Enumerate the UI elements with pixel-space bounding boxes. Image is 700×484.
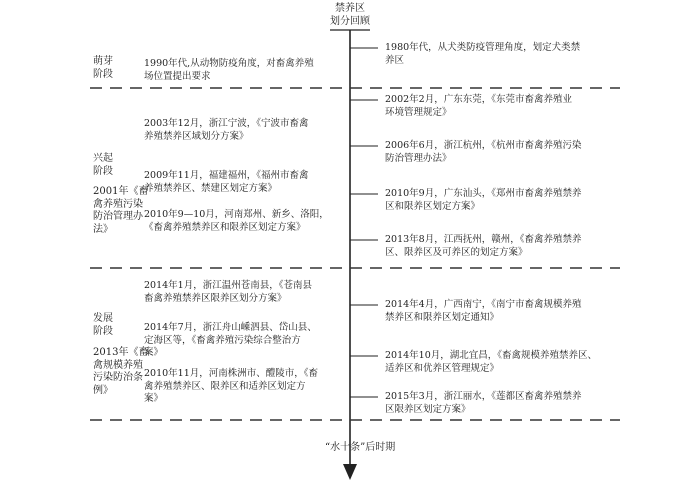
diagram-title: 禁养区 划分回顾 <box>330 3 370 27</box>
left-event: 2009年11月，福建福州，《福州市畜禽 养殖禁养区、禁建区划定方案》 <box>144 170 309 194</box>
right-event: 1980年代，从犬类防疫管理角度，划定犬类禁 养区 <box>385 42 581 66</box>
right-event: 2006年6月，浙江杭州，《杭州市畜禽养殖污染 防治管理办法》 <box>385 140 582 164</box>
post-water-ten-label: “水十条”后时期 <box>325 442 396 453</box>
left-event: 1990年代,从动物防疫角度，对畜禽养殖 场位置提出要求 <box>144 58 314 82</box>
left-event: 2010年9—10月，河南郑州、新乡、洛阳， 《畜禽养殖禁养区和限养区划定方案》 <box>144 209 329 233</box>
phase-law-rise: 2001年《畜 禽养殖污染 防治管理办 法》 <box>93 186 149 235</box>
phase-label-development: 发展 阶段 <box>93 313 113 337</box>
right-event: 2002年2月，广东东莞，《东莞市畜禽养殖业 环境管理规定》 <box>385 94 572 118</box>
phase-label-rise: 兴起 阶段 <box>93 153 113 177</box>
phase-label-germination: 萌芽 阶段 <box>93 56 113 80</box>
left-event: 2014年7月，浙江舟山嵊泗县、岱山县、 定海区等，《畜禽养殖污染综合整治方 案》 <box>144 322 317 358</box>
left-event: 2010年11月，河南株洲市、醴陵市，《畜 禽养殖禁养区、限养区和适养区划定方 案》 <box>144 368 319 404</box>
right-event: 2015年3月，浙江丽水，《莲都区畜禽养殖禁养 区限养区划定方案》 <box>385 391 582 415</box>
left-event: 2003年12月，浙江宁波，《宁波市畜禽 养殖禁养区域划分方案》 <box>144 118 309 142</box>
phase-law-development: 2013年《畜 禽规模养殖 污染防治条 例》 <box>93 347 149 396</box>
timeline-arrowhead <box>343 464 357 480</box>
right-event: 2013年8月，江西抚州，赣州，《畜禽养殖禁养 区、限养区及可养区的划定方案》 <box>385 234 582 258</box>
left-event: 2014年1月，浙江温州苍南县，《苍南县 畜禽养殖禁养区限养区划分方案》 <box>144 280 312 304</box>
right-event: 2014年10月，湖北宜昌，《畜禽规模养殖禁养区、 适养区和优养区管理规定》 <box>385 350 598 374</box>
right-event: 2010年9月，广东汕头，《郑州市畜禽养殖禁养 区和限养区划定方案》 <box>385 188 582 212</box>
right-event: 2014年4月，广西南宁，《南宁市畜禽规模养殖 禁养区和限养区划定通知》 <box>385 299 582 323</box>
